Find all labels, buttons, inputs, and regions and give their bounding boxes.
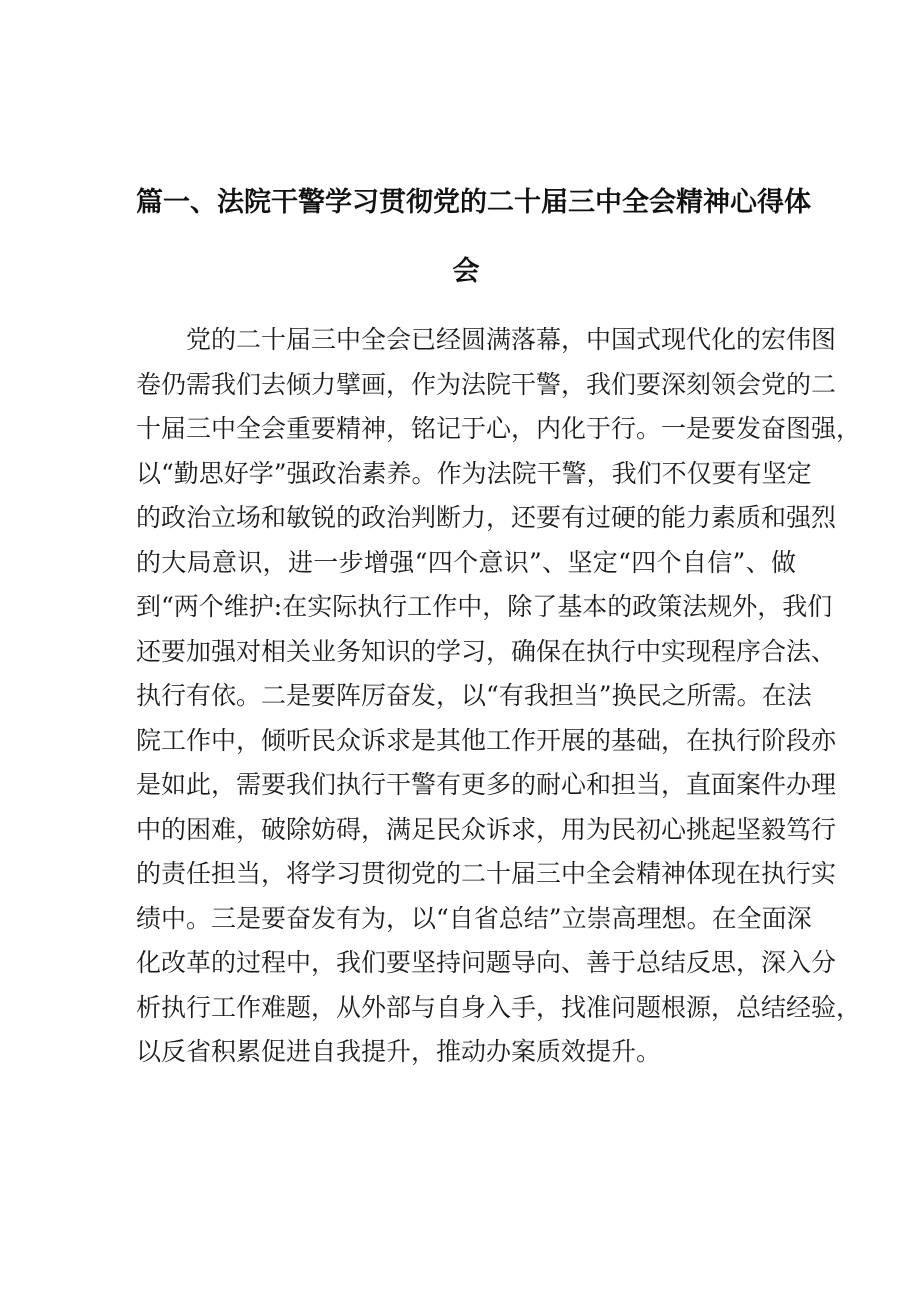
- body-line: 以反省积累促进自我提升，推动办案质效提升。: [136, 1037, 662, 1066]
- body-line: 十届三中全会重要精神，铭记于心，内化于行。一是要发奋图强，: [136, 414, 862, 443]
- body-line: 中的困难，破除妨碍，满足民众诉求，用为民初心挑起坚毅笃行: [136, 814, 837, 844]
- body-line: 的大局意识，进一步增强“四个意识”、坚定“四个自信”、做: [136, 547, 796, 577]
- body-line: 析执行工作难题，从外部与自身入手，找准问题根源，总结经验，: [136, 992, 862, 1022]
- body-line: 化改革的过程中，我们要坚持问题导向、善于总结反思，深入分: [136, 948, 837, 977]
- body-line: 卷仍需我们去倾力擘画，作为法院干警，我们要深刻领会党的二: [136, 369, 837, 399]
- title-line-1: 篇一、法院干警学习贯彻党的二十届三中全会精神心得体: [136, 187, 811, 218]
- body-line: 以“勤思好学”强政治素养。作为法院干警，我们不仅要有坚定: [136, 458, 812, 488]
- document-title: [136, 168, 811, 306]
- body-line: 党的二十届三中全会已经圆满落幕，中国式现代化的宏伟图: [186, 325, 837, 354]
- body-line: 绩中。三是要奋发有为，以“自省总结”立崇高理想。在全面深: [136, 903, 812, 933]
- body-line: 的责任担当，将学习贯彻党的二十届三中全会精神体现在执行实: [136, 859, 837, 888]
- body-line: 到“两个维护:在实际执行工作中，除了基本的政策法规外，我们: [136, 592, 833, 621]
- title-line-2: 会: [452, 256, 480, 287]
- body-line: 的政治立场和敏锐的政治判断力，还要有过硬的能力素质和强烈: [136, 503, 837, 532]
- body-line: 院工作中，倾听民众诉求是其他工作开展的基础，在执行阶段亦: [136, 725, 837, 755]
- body-line: 是如此，需要我们执行干警有更多的耐心和担当，直面案件办理: [136, 770, 837, 799]
- body-paragraph: [136, 318, 862, 1075]
- body-line: 还要加强对相关业务知识的学习，确保在执行中实现程序合法、: [136, 636, 837, 666]
- body-line: 执行有依。二是要阵厉奋发，以“有我担当”换民之所需。在法: [136, 681, 812, 710]
